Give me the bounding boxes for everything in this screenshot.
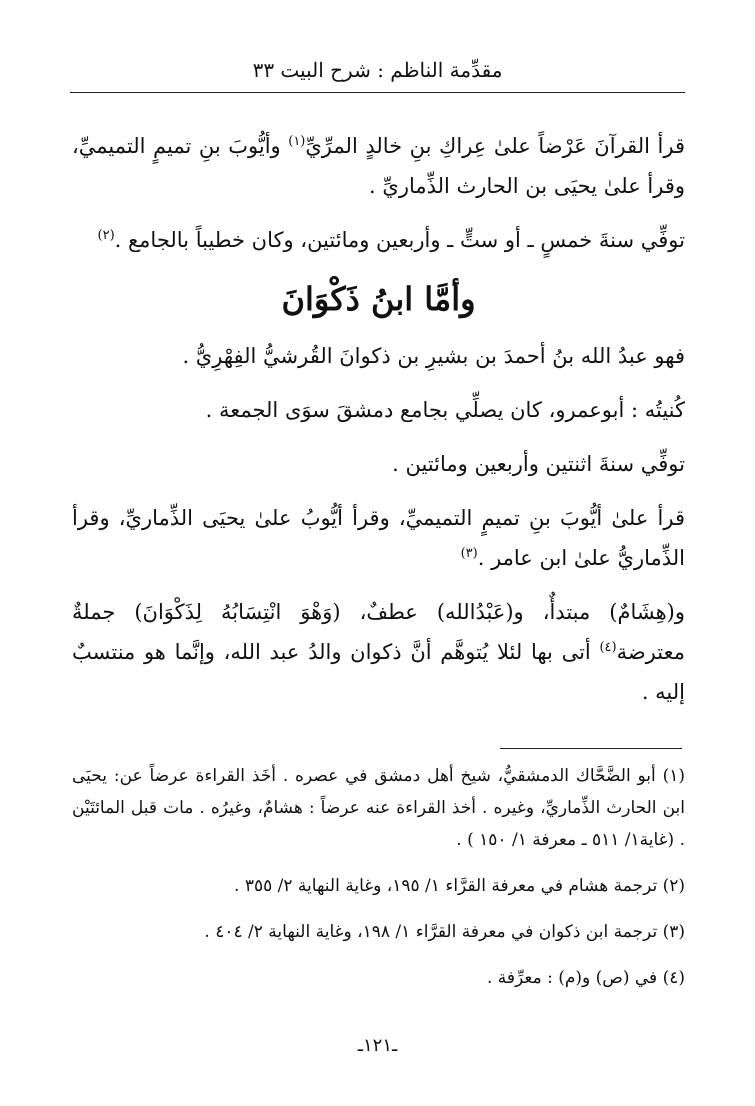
paragraph-text: توفِّي سنةَ خمسٍ ـ أو ستٍّ ـ وأربعين ومائتين، وكان خطيباً بالجامع . — [114, 228, 685, 252]
footnote-ref: (٤) — [599, 640, 617, 655]
footnote: (٤) في (ص) و(م) : معرِّفة . — [486, 968, 685, 988]
footnote: (٢) ترجمة هشام في معرفة القرَّاء ١/ ١٩٥، وغاية النهاية ٢/ ٣٥٥ . — [234, 876, 685, 896]
footnote-ref: (٢) — [97, 228, 115, 243]
paragraph — [72, 390, 685, 430]
page-number: ـ١٢١ـ — [357, 1035, 398, 1056]
paragraph — [72, 592, 685, 712]
paragraph — [72, 126, 685, 206]
paragraph — [72, 336, 685, 376]
paragraph — [72, 498, 685, 578]
section-heading: وأمَّا ابنُ ذَكْوَانَ — [281, 280, 476, 318]
footnote: (١) أبو الضَّحَّاك الدمشقيُّ، شيخ أهل دمشق في عصره . أخَذ القراءة عرضاً عن: يحيَى ابن الحارث الذِّماريِّ، وغيره . أخذ القراءة عنه عرضاً : هشامٌ، وغيرُه . مات قبل المائتَيْن . (غاية١/ ٥١١ ـ معرفة ١/ ١٥٠ ) . — [72, 766, 685, 850]
running-header — [70, 52, 685, 93]
paragraph-text: توفِّي سنةَ اثنتين وأربعين ومائتين . — [392, 452, 685, 476]
paragraph-text: أتى بها لئلا يُتوهَّم أنَّ ذكوان والدُ عبد الله، وإنَّما هو منتسبٌ إليه . — [72, 640, 685, 704]
paragraph — [72, 220, 685, 260]
header-title: مقدِّمة الناظم : شرح البيت ٣٣ — [252, 58, 503, 82]
footnote: (٣) ترجمة ابن ذكوان في معرفة القرَّاء ١/ ١٩٨، وغاية النهاية ٢/ ٤٠٤ . — [204, 922, 685, 942]
footnote-ref: (٣) — [460, 546, 478, 561]
paragraph-text: قرأ علىٰ أيُّوبَ بنِ تميمٍ التميميِّ، وقرأ أيُّوبُ علىٰ يحيَى الذِّماريِّ، وقرأ الذِّماريُّ علىٰ ابن عامر . — [72, 506, 685, 570]
footnote-ref: (١) — [288, 134, 306, 149]
main-text — [72, 126, 685, 726]
paragraph-text: كُنيتُه : أبوعمرو، كان يصلِّي بجامع دمشقَ سوَى الجمعة . — [205, 398, 685, 422]
paragraph-text: فهو عبدُ الله بنُ أحمدَ بن بشيرِ بن ذكوانَ القُرشيُّ الفِهْرِيُّ . — [182, 344, 685, 368]
paragraph-text: وأيُّوبَ بنِ تميمٍ التميميِّ، وقرأ علىٰ يحيَى بن الحارث الذِّماريِّ . — [72, 134, 685, 198]
paragraph — [72, 444, 685, 484]
footnote-separator — [500, 748, 682, 749]
paragraph-text: و(هِشَامٌ) مبتدأٌ، و(عَبْدُالله) عطفٌ، (وَهْوَ انْتِسَابُهُ لِذَكْوَانَ) جملةٌ معترضة — [72, 600, 685, 664]
paragraph-text: قرأ القرآنَ عَرْضاً علىٰ عِراكِ بنِ خالدٍ المرِّيِّ — [305, 134, 685, 158]
footnotes — [72, 760, 685, 1008]
